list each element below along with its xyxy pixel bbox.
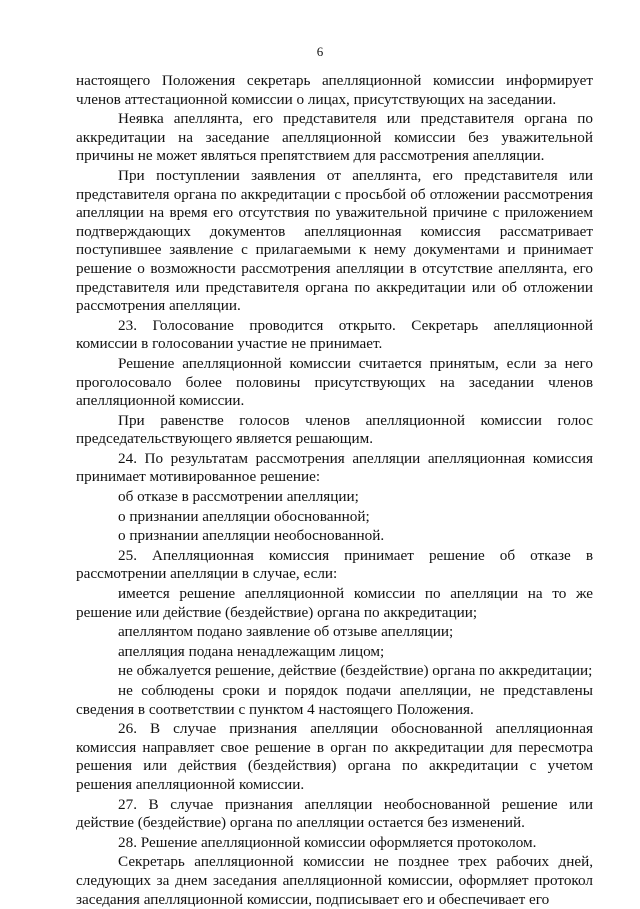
list-item: апелляция подана ненадлежащим лицом;: [118, 642, 385, 660]
page-number: 6: [316, 44, 324, 59]
paragraph: 25. Апелляционная комиссия принимает решение об отказе в рассмотрении апелляции в случае, если:: [76, 546, 593, 583]
list-item: о признании апелляции необоснованной.: [118, 527, 385, 545]
list-item: апеллянтом подано заявление об отзыве апелляции;: [118, 623, 454, 641]
paragraph: При равенстве голосов членов апелляционной комиссии голос председательствующего является решающим.: [76, 411, 593, 448]
paragraph: Секретарь апелляционной комиссии не позднее трех рабочих дней, следующих за днем заседания апелляционной комиссии, оформляет протокол заседания апелляционной комиссии, подписывает его и обеспечивает его: [76, 853, 593, 908]
paragraph: 27. В случае признания апелляции необоснованной решение или действие (бездействие) органа по апелляции остается без изменений.: [76, 795, 593, 832]
paragraph: 24. По результатам рассмотрения апелляции апелляционная комиссия принимает мотивированное решение:: [76, 449, 593, 486]
paragraph: 23. Голосование проводится открыто. Секретарь апелляционной комиссии в голосовании участие не принимает.: [76, 316, 593, 353]
document-body: [76, 72, 593, 909]
paragraph: 28. Решение апелляционной комиссии оформляется протоколом.: [118, 833, 537, 851]
list-item: о признании апелляции обоснованной;: [118, 507, 370, 525]
paragraph: Неявка апеллянта, его представителя или представителя органа по аккредитации на заседание апелляционной комиссии без уважительной причины не может являться препятствием для рассмотрения апелляции.: [76, 110, 593, 165]
list-item: не обжалуется решение, действие (бездействие) органа по аккредитации;: [118, 662, 593, 680]
paragraph: Решение апелляционной комиссии считается принятым, если за него проголосовало более половины присутствующих на заседании членов апелляционной комиссии.: [76, 354, 593, 410]
paragraph: 26. В случае признания апелляции обоснованной апелляционная комиссия направляет свое решение в орган по аккредитации для пересмотра решения или действия (бездействия) органа по аккредитации с учетом решения апелляционной комиссии.: [76, 720, 593, 793]
list-item: об отказе в рассмотрении апелляции;: [118, 488, 359, 506]
list-item: не соблюдены сроки и порядок подачи апелляции, не представлены сведения в соответствии с пунктом 4 настоящего Положения.: [76, 682, 593, 718]
paragraph: настоящего Положения секретарь апелляционной комиссии информирует членов аттестационной комиссии о лицах, присутствующих на заседании.: [76, 72, 593, 108]
paragraph: При поступлении заявления от апеллянта, его представителя или представителя органа по аккредитации с просьбой об отложении рассмотрения апелляции на время его отсутствия по уважительной причине с приложением подтверждающих документов апелляционная комиссия рассматривает поступившее заявление с прилагаемыми к нему документами и принимает решение о возможности рассмотрения апелляции в отсутствие апеллянта, его представителя или представителя органа по аккредитации или об отложении рассмотрения апелляции.: [76, 166, 593, 315]
list-item: имеется решение апелляционной комиссии по апелляции на то же решение или действие (бездействие) органа по аккредитации;: [76, 585, 593, 621]
